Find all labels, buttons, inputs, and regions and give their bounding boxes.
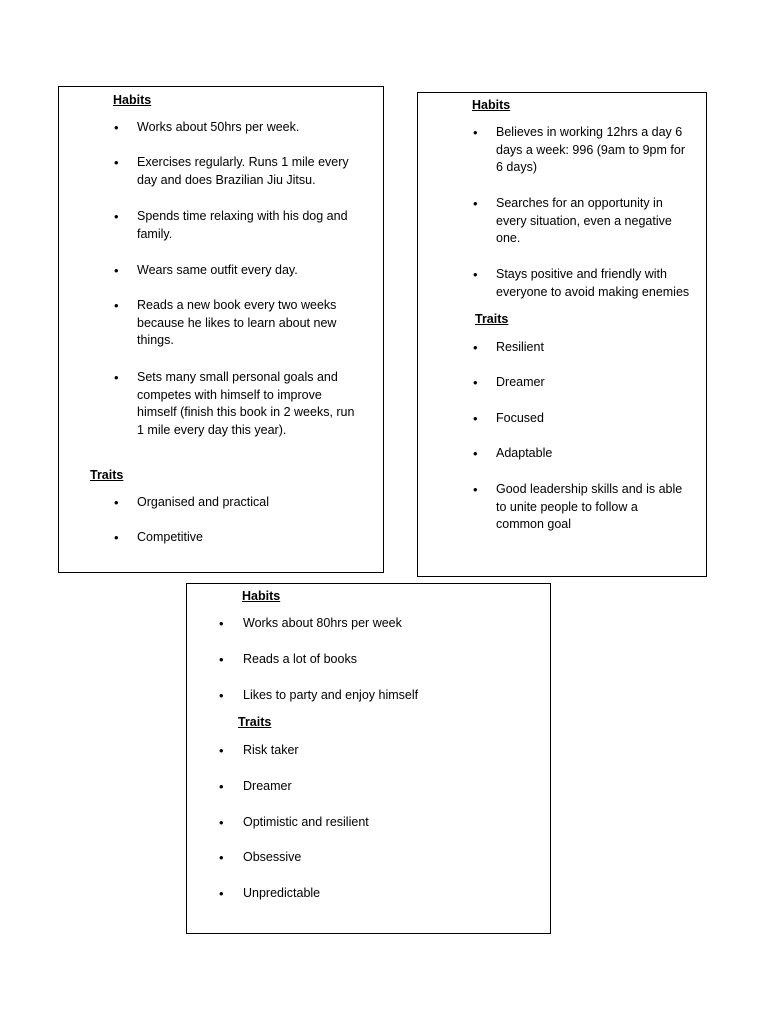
card3-habits-heading: Habits: [242, 589, 281, 603]
list-item: [496, 374, 706, 392]
bullet-icon: •: [219, 850, 224, 865]
bullet-icon: •: [219, 688, 224, 703]
card2-habits-heading: Habits: [472, 98, 511, 112]
list-item-line: Stays positive and friendly with: [496, 267, 667, 281]
bullet-icon: •: [114, 298, 119, 313]
list-item: [496, 195, 706, 248]
list-item: [137, 262, 377, 280]
bullet-icon: •: [114, 495, 119, 510]
card2-traits-heading: Traits: [475, 312, 509, 326]
bullet-icon: •: [473, 267, 478, 282]
bullet-icon: •: [473, 375, 478, 390]
list-item-line: because he likes to learn about new: [137, 315, 337, 330]
list-item: [243, 849, 543, 867]
list-item: [496, 481, 706, 534]
bullet-icon: •: [219, 779, 224, 794]
list-item-line: Wears same outfit every day.: [137, 263, 298, 277]
list-item-line: to unite people to follow a: [496, 499, 638, 514]
list-item-line: Dreamer: [243, 779, 292, 793]
list-item-line: Focused: [496, 411, 544, 425]
list-item-line: Adaptable: [496, 446, 553, 460]
list-item: [137, 494, 377, 512]
list-item: [243, 687, 543, 705]
list-item: [243, 778, 543, 796]
list-item-line: every situation, even a negative: [496, 213, 672, 228]
list-item-line: Sets many small personal goals and: [137, 370, 338, 384]
list-item-line: everyone to avoid making enemies: [496, 284, 690, 299]
list-item-line: Believes in working 12hrs a day 6: [496, 125, 683, 139]
card1-habits-heading: Habits: [113, 93, 152, 107]
list-item-line: Obsessive: [243, 850, 302, 864]
list-item-line: himself (finish this book in 2 weeks, run: [137, 405, 355, 419]
bullet-icon: •: [219, 743, 224, 758]
list-item-line: Works about 80hrs per week: [243, 616, 402, 630]
list-item-line: Dreamer: [496, 375, 545, 389]
list-item-line: common goal: [496, 517, 572, 531]
list-item-line: Likes to party and enjoy himself: [243, 688, 419, 702]
bullet-icon: •: [114, 155, 119, 170]
list-item-line: competes with himself to improve: [137, 387, 322, 402]
list-item-line: Reads a new book every two weeks: [137, 298, 337, 312]
bullet-icon: •: [473, 446, 478, 461]
list-item-line: Risk taker: [243, 743, 299, 757]
list-item: [137, 154, 377, 189]
bullet-icon: •: [114, 209, 119, 224]
list-item-line: Reads a lot of books: [243, 652, 357, 666]
bullet-icon: •: [219, 652, 224, 667]
list-item: [243, 814, 543, 832]
list-item: [243, 742, 543, 760]
list-item: [137, 208, 377, 243]
list-item-line: Resilient: [496, 340, 544, 354]
list-item-line: things.: [137, 333, 174, 347]
list-item: [496, 266, 706, 301]
list-item-line: Works about 50hrs per week.: [137, 120, 300, 134]
bullet-icon: •: [473, 196, 478, 211]
list-item-line: 1 mile every day this year).: [137, 422, 287, 437]
bullet-icon: •: [219, 815, 224, 830]
list-item: [137, 119, 377, 137]
list-item: [137, 297, 377, 350]
list-item: [243, 651, 543, 669]
list-item-line: Exercises regularly. Runs 1 mile every: [137, 155, 349, 169]
card1-traits-heading: Traits: [90, 468, 124, 482]
list-item-line: Optimistic and resilient: [243, 815, 369, 829]
list-item-line: Searches for an opportunity in: [496, 196, 663, 210]
bullet-icon: •: [473, 340, 478, 355]
list-item-line: days a week: 996 (9am to 9pm for: [496, 142, 685, 157]
bullet-icon: •: [114, 263, 119, 278]
bullet-icon: •: [114, 530, 119, 545]
bullet-icon: •: [473, 125, 478, 140]
list-item-line: Good leadership skills and is able: [496, 482, 683, 496]
bullet-icon: •: [219, 616, 224, 631]
list-item: [137, 529, 377, 547]
list-item-line: Competitive: [137, 530, 203, 544]
list-item: [137, 369, 377, 439]
list-item-line: Spends time relaxing with his dog and: [137, 209, 348, 223]
list-item-line: day and does Brazilian Jiu Jitsu.: [137, 172, 316, 187]
list-item: [496, 445, 706, 463]
list-item: [496, 339, 706, 357]
bullet-icon: •: [473, 482, 478, 497]
bullet-icon: •: [473, 411, 478, 426]
list-item-line: family.: [137, 226, 173, 241]
list-item: [496, 410, 706, 428]
bullet-icon: •: [114, 120, 119, 135]
list-item: [496, 124, 706, 177]
list-item-line: Organised and practical: [137, 495, 270, 509]
card3-traits-heading: Traits: [238, 715, 272, 729]
list-item-line: Unpredictable: [243, 886, 321, 900]
list-item: [243, 885, 543, 903]
list-item-line: 6 days): [496, 160, 537, 174]
list-item-line: one.: [496, 231, 521, 245]
list-item: [243, 615, 543, 633]
bullet-icon: •: [219, 886, 224, 901]
bullet-icon: •: [114, 370, 119, 385]
